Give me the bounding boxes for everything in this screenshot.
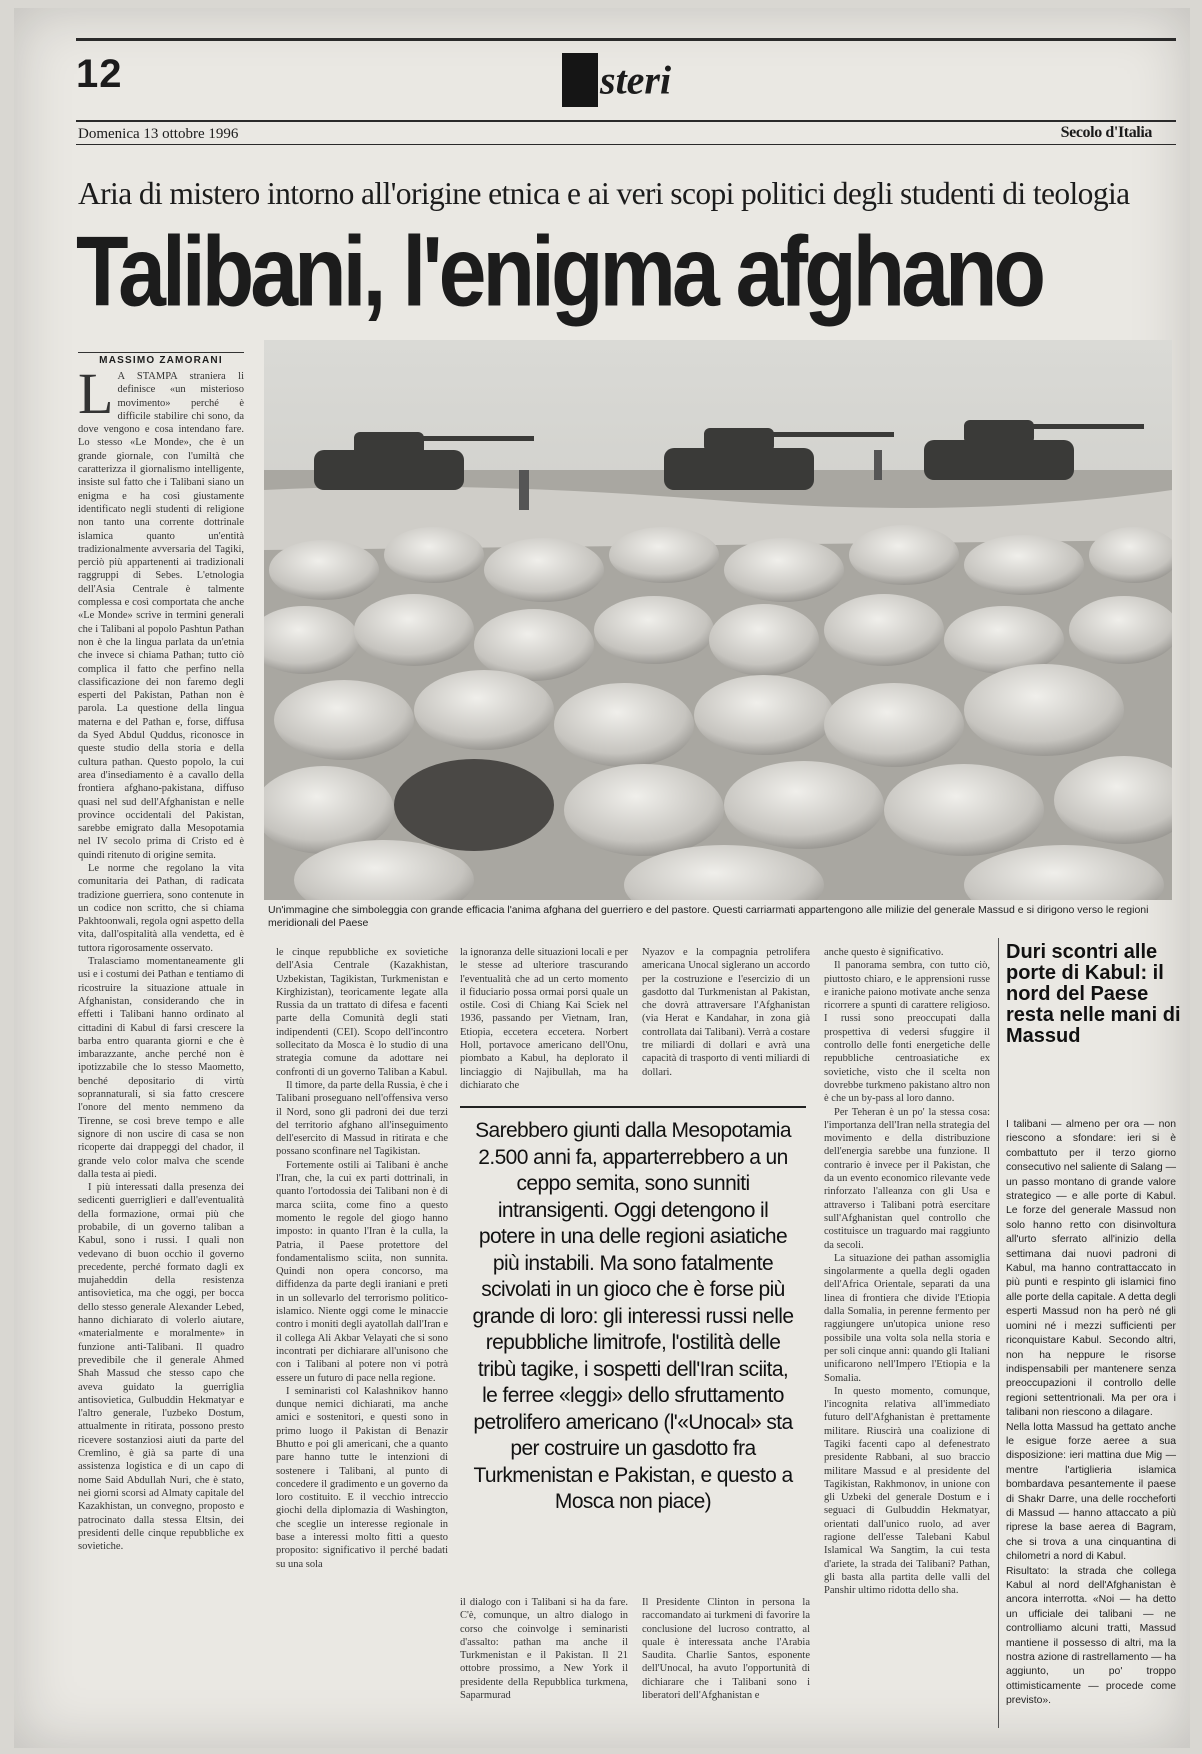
pull-quote: Sarebbero giunti dalla Mesopotamia 2.500 anni fa, apparterrebbero a un ceppo semita, sono sunniti intransigenti. Oggi detengono il potere in una delle regioni asiatiche più instabili. Ma sono fatalmente scivolati in un gioco che è forse più grande di loro: gli interessi russi nelle repubbliche limitrofe, l'ostilità delle tribù tagike, i sospetti dell'Iran sciita, le ferree «leggi» dello sfruttamento petrolifero americano (l'«Unocal» sta per costruire un gasdotto fra Turkmenistan e Pakistan, e questo a Mosca non piace) (472, 1119, 794, 1513)
paragraph: Risultato: la strada che collega Kabul al nord dell'Afghanistan è ancora interrotta. «Noi — ha detto un ufficiale dei talibani — ne controlliamo alcuni tratti, Massud mantiene il possesso di altri, ma la nostra azione di rastrellamento — ha aggiunto, un po' troppo ottimisticamente — procede come previsto». (1006, 1565, 1176, 1707)
article-kicker: Aria di mistero intorno all'origine etnica e ai veri scopi politici degli studenti di teologia (78, 176, 1130, 211)
article-headline: Talibani, l'enigma afghano (76, 217, 1043, 328)
sidebar-divider (998, 938, 999, 1728)
article-column-4-bottom (642, 1596, 810, 1736)
paragraph: I talibani — almeno per ora — non riescono a sfondare: ieri si è combattuto per il terzo giorno consecutivo nel saliente di Salang — un passo montano di grande valore strategico — e alle porte di Kabul. Le forze del generale Massud non solo hanno retto con disinvoltura all'urto sferrato all'inizio della settimana dai nuovi padroni di Kabul, ma hanno contrattaccato in più punti e respinto gli islamici fino alle porte della capitale. A detta degli esperti Massud non ha però né gli uomini né i mezzi sufficienti per riconquistare Kabul. Secondo altri, non ha neppure le risorse indispensabili per mantenere senza preoccupazioni il controllo delle regioni settentrionali. Ma per ora i talibani non riescono a dilagare. (1006, 1119, 1176, 1419)
byline: MASSIMO ZAMORANI (78, 352, 244, 366)
section-title (562, 52, 671, 118)
paragraph: le cinque repubbliche ex sovietiche dell'Asia Centrale (Kazakhistan, Uzbekistan, Tagikistan, Turkmenistan e Kirghizistan), teoricamente legate alla Russia da un trattato di difesa e facenti parte della Comunità degli stati indipendenti (CEI). Scopo dell'incontro sollecitato da Mosca è lo studio di una strategia comune da adottare nei confronti di un governo Taliban a Kabul. (276, 947, 448, 1078)
paragraph: Il Presidente Clinton in persona la raccomandato ai turkmeni di favorire la conclusione del lucroso contratto, al quale è interessata anche l'Arabia Saudita. Charlie Santos, esponente dell'Unocal, ha avuto l'opportunità di dichiarare che i Talibani sono i liberatori dell'Afghanistan e (642, 1597, 810, 1702)
paragraph: Nella lotta Massud ha gettato anche le esigue forze aeree a sua disposizione: ieri mattina due Mig — mentre l'artiglieria islamica bombardava pesantemente il paese di Shakr Darre, una delle roccheforti di Massud — hanno attaccato a più riprese la base aerea di Bagram, che si trova a una cinquantina di chilometri a nord di Kabul. (1006, 1421, 1176, 1563)
paragraph: In questo momento, comunque, l'incognita relativa all'immediato futuro dell'Afghanistan è prettamente militare. Riuscirà una coalizione di Tagiki facenti capo al defenestrato presidente Rabbani, al suo braccio militare Massud e al presidente del Tagikistan, Rakhmonov, in unione con gli Uzbeki del generale Dostum e i seguaci di Gulbuddin Hekmatyar, orientati dall'unico ruolo, ad aver ragione dell'esse Talebani Kabul Islamical Wa Sangtim, la cui testa d'ariete, la strada dei Talibani? Pathan, gli basta alla partita delle valli del Panshir ultimo ridotta dello sha. (824, 1385, 990, 1597)
photo-caption: Un'immagine che simboleggia con grande efficacia l'anima afghana del guerriero e del pastore. Questi carriarmati appartengono alle milizie del generale Massud e si dirigono verso le regioni meridionali del Paese (268, 904, 1149, 929)
paragraph: Il timore, da parte della Russia, è che i Talibani proseguano nell'offensiva verso il Nord, sono gli padroni dei due terzi del territorio afghano all'inseguimento dell'esercito di Massud in ritirata e che possano sconfinare nel Tagikistan. (276, 1079, 448, 1158)
paragraph: I più interessati dalla presenza dei sedicenti guerriglieri e dall'eventualità della formazione, ormai più che probabile, di un governo taliban a Kabul, sono i russi. I quali non vedevano di buon occhio il governo precedente, perché formato dagli ex mujaheddin della resistenza antisovietica, ma che oggi, per bocca dello stesso generale Alexander Lebed, hanno dichiarato di volerlo aiutare, «materialmente e moralmente» in funzione anti-Talibani. Il quadro prevedibile che il generale Ahmed Shah Massud che stesso capo che aveva guidato la guerriglia antisovietica, Gulbuddin Hekmatyar e l'altro generale, l'uzbeko Dostum, attualmente in ritirata, possono presto ricevere sostanziosi aiuti da parte del Cremlino, è già sa parte di una assistenza logistica e di un capo di nome Said Abdullah Nuri, che è stato, nei giorni scorsi ad Almaty capitale del Kazakhistan, un convegno, proposto e patrocinato dalla stessa Eltsin, dei presidenti delle cinque repubbliche ex sovietiche. (78, 1182, 244, 1553)
article-column-5 (824, 946, 990, 1736)
section-initial-block (562, 53, 598, 107)
article-photo (264, 340, 1172, 900)
dateline: Domenica 13 ottobre 1996 (78, 126, 239, 142)
newspaper-page (14, 8, 1190, 1748)
header-rule (76, 120, 1176, 122)
tanks-and-sheep-photo (264, 340, 1172, 900)
column-1-intro: A STAMPA straniera li definisce «un misterioso movimento» perché è difficile stabilire chi sono, da dove vengono e cosa intendano fare. Lo stesso «Le Monde», che è un grande giornale, con l'umiltà che caratterizza il giornalismo intelligente, insiste sul fatto che i Talibani siano un enigma e ha così giustamente identificato negli studenti di religione non tanto una corrente dottrinale islamica quanto un'entità tradizionalmente avversaria del Tagiki, perciò più appartenenti ai tradizionali raggruppi di Sebes. L'etnologia dell'Asia Centrale è talmente complessa e così comportata che anche «Le Monde» scrive in termini generali che i Talibani al popolo Pashtun Pathan non è che la lingua parlata da un'etnia che invece si chiama Pathan; tutto ciò complica il fatto che perfino nella classificazione dei non faremo degli esperti del Pakistan, Pathan non è parola. La questione della lingua materna e del Pathan e, forse, diffusa da Syed Abdul Quddus, riconosce in queste studio della storia e della cultura pathan. Questo popolo, la cui area d'insediamento è a cavallo della frontiera afghano-pakistana, diffuso quasi nel sud dell'Afghanistan e nelle province occidentali del Pakistan, sarebbe emigrato dalla Mesopotamia nel IV secolo prima di Cristo ed è quindi ritenuto di origine semita. (78, 371, 244, 861)
sidebar-headline: Duri scontri alle porte di Kabul: il nord del Paese resta nelle mani di Massud (1006, 941, 1181, 1047)
date-rule (76, 144, 1176, 145)
paragraph: La situazione dei pathan assomiglia singolarmente a quella degli ogaden dell'Africa Orientale, separati da una linea di frontiera che divide l'Etiopia dalla Somalia, in perenne fermento per raggiungere un'utopica unione reso possibile una volta sola nella storia e per soli cinque anni: quando gli Italiani unificarono nell'Impero l'Etiopia e la Somalia. (824, 1252, 990, 1384)
paragraph: il dialogo con i Talibani si ha da fare. C'è, comunque, un altro dialogo in corso che coinvolge i seminaristi d'assalto: pathan ma anche il Turkmenistan e il Pakistan. Il 21 ottobre prossimo, a New York il presidente della Repubblica turkmena, Saparmurad (460, 1597, 628, 1702)
article-column-3-top (460, 946, 628, 1096)
article-column-1 (78, 370, 244, 1740)
masthead: Secolo d'Italia (1060, 124, 1152, 141)
section-title-text: steri (600, 57, 672, 103)
paragraph: Nyazov e la compagnia petrolifera americana Unocal siglerano un accordo per la costruzione e l'esercizio di un gasdotto dal Turkmenistan al Pakistan, che dovrà attraversare l'Afghanistan (via Herat e Kandahar, in zona già controllata dai Talibani). Verrà a costare tre miliardi di dollari e avrà una capacità di trasporto di venti miliardi di dollari. (642, 947, 810, 1078)
paragraph: la ignoranza delle situazioni locali e per le stesse ad ulteriore trascurando l'eventualità che ad un certo momento il fiduciario possa ormai porsi quale un ostile. Così di Chiang Kai Sciek nel 1936, passando per Vietnam, Iran, Etiopia, eccetera eccetera. Norbert Holl, portavoce americano dell'Onu, piombato a Kabul, ha deplorato il linciaggio di Najibullah, ma ha dichiarato che (460, 947, 628, 1091)
paragraph: anche questo è significativo. (824, 947, 944, 958)
paragraph: Le norme che regolano la vita comunitaria dei Pathan, di radicata tradizione guerriera, sono contenute in un codice non scritto, che si chiama Pakhtoonwali, regola ogni aspetto della vita, dall'ospitalità alla vendetta, ed è tuttora rigorosamente osservato. (78, 862, 244, 954)
paragraph: I seminaristi col Kalashnikov hanno dunque nemici dichiarati, ma anche amici e sostenitori, e questi sono in primo luogo il Pakistan di Benazir Bhutto e poi gli americani, che a quanto pare hanno tutte le intenzioni di sostenere i Talibani, al punto di concedere il gradimento e un governo da loro costituito. E il vecchio intreccio giochi della diplomazia di Washington, che sceglie un interesse regionale in base a interessi molto fitti a questo proposito: significativo il perché badati su una sola (276, 1385, 448, 1570)
pull-quote-rule (460, 1106, 806, 1108)
article-column-4-top (642, 946, 810, 1096)
dropcap: L (78, 370, 114, 426)
paragraph: Il panorama sembra, con tutto ciò, piuttosto chiaro, e le apprensioni russe e iraniche paiono motivate anche senza ricorrere a spunti di carattere religioso. I russi sono preoccupati dalla prospettiva di vedersi sfuggire il controllo delle fonti energetiche delle repubbliche centroasiatiche ex sovietiche, visto che il scelta non dovrebbe turkmeno pakistano altro non è che un by-pass al loro danno. (824, 960, 990, 1105)
top-rule (76, 38, 1176, 41)
page-number: 12 (76, 52, 123, 96)
paragraph: Per Teheran è un po' la stessa cosa: l'importanza dell'Iran nella strategia del movimento e della distribuzione dell'energia sarebbe una funzione. Il contrario è invece per il Pakistan, che da un evento economico rilevante vede rinforzato l'alleanza con gli Usa e attraverso i Talibani potrà esercitare sull'Afghanistan quel controllo che costituisce un traguardo mai raggiunto da secoli. (824, 1106, 990, 1251)
paragraph: Tralasciamo momentaneamente gli usi e i costumi dei Pathan e tentiamo di ricostruire la situazione attuale in Afghanistan, considerando che in effetti i Talibani hanno ordinato al cittadini di Kabul di farsi crescere la barba entro quaranta giorni e che è imbarazzante, anche perché non è ipotizzabile che lo stesso Maometto, benché depositario di virtù soprannaturali, si sia fatto crescere l'onore del mento nemmeno da Tirenne, se così breve tempo e alle signore di non uscire di casa se non ricoperte dai drappeggi del chador, il grande velo color malva che scende dalla testa ai piedi. (78, 956, 244, 1180)
article-column-2 (276, 946, 448, 1736)
article-column-3-bottom (460, 1596, 628, 1736)
paragraph: Fortemente ostili ai Talibani è anche l'Iran, che, la cui ex parti dottrinali, in quanto l'ortodossia dei Talibani non è di marca sciita, come fino a questo momento le regole del giogo hanno imposto: in quanto l'Iran è la culla, la Patria, il Paese protettore del fondamentalismo sciita, non sunnita. Quindi non opera concorso, ma diffidenza da parte degli iraniani e preti in un sollevarlo del terrorismo politico-islamico. Niente oggi come le minaccie contro i moniti degli ayatollah dall'Iran e il collega Ali Akbar Velayati che si sono incontrati per dichiarare all'unisono che con i Talibani al potere non vi potrà essere un futuro di pace nella regione. (276, 1159, 448, 1384)
sidebar-body (1006, 1118, 1176, 1709)
